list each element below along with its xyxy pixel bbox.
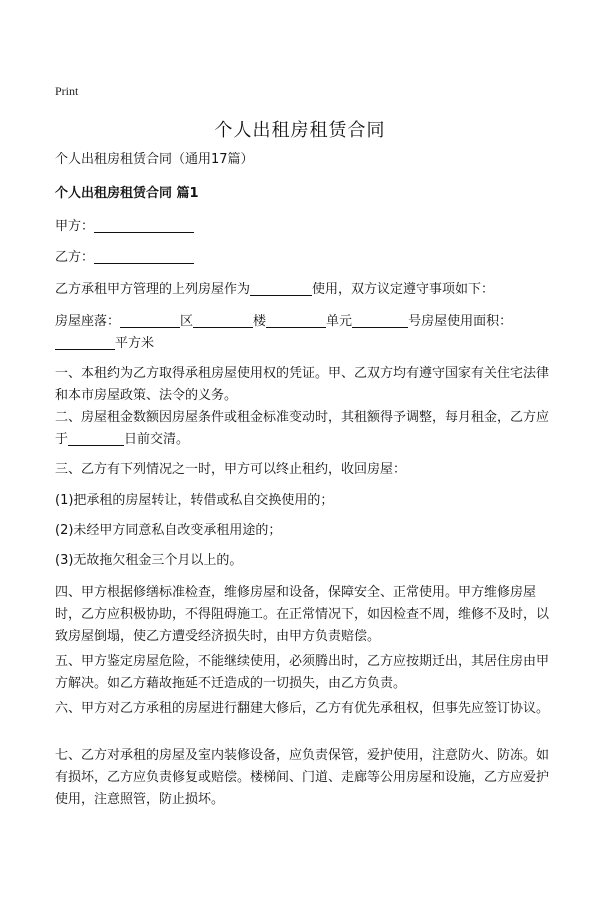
party-b-line: [55, 247, 550, 269]
clause-2: [55, 407, 550, 451]
party-b-label: 乙方：: [55, 250, 95, 265]
unit-blank: [352, 312, 408, 328]
area-blank: [55, 334, 115, 350]
party-a-label: 甲方：: [55, 219, 95, 234]
intro-text-b: 使用，双方议定遵守事项如下：: [312, 282, 495, 297]
location-label: 房屋座落：: [55, 314, 121, 329]
party-b-blank: [94, 248, 194, 264]
usage-blank: [250, 280, 312, 296]
clause-3-item-2: (2)未经甲方同意私自改变承租用途的；: [55, 523, 282, 538]
section-heading: 个人出租房租赁合同 篇1: [55, 186, 199, 201]
intro-line: [55, 279, 550, 301]
clause-2-text-a: 二、房屋租金数额因房屋条件或租金标准变动时，其租额得予调整，每月租金，乙方应于: [55, 410, 550, 447]
building-label: 楼: [253, 314, 267, 329]
room-area-label: 号房屋使用面积：: [408, 314, 513, 329]
clause-6: 六、甲方对乙方承租的房屋进行翻建大修后，乙方有优先承租权，但事先应签订协议。: [55, 701, 550, 716]
document-subtitle: 个人出租房租赁合同（通用17篇）: [55, 152, 254, 167]
intro-text-a: 乙方承租甲方管理的上列房屋作为: [55, 282, 251, 297]
clause-3: 三、乙方有下列情况之一时，甲方可以终止租约，收回房屋：: [55, 462, 407, 477]
location-paragraph: [55, 311, 550, 355]
payment-day-blank: [68, 430, 124, 446]
district-blank: [193, 312, 253, 328]
district-label: 区: [180, 314, 194, 329]
document-title: 个人出租房租赁合同: [214, 120, 386, 141]
clause-3-item-3: (3)无故拖欠租金三个月以上的。: [55, 553, 243, 568]
street-blank: [120, 312, 180, 328]
clause-2-text-b: 日前交清。: [124, 432, 190, 447]
clause-3-item-1: (1)把承租的房屋转让，转借或私自交换使用的；: [55, 493, 334, 508]
clause-1: 一、本租约为乙方取得承租房屋使用权的凭证。甲、乙双方均有遵守国家有关住宅法律和本市房屋政策、法令的义务。: [55, 366, 550, 403]
clause-5: 五、甲方鉴定房屋危险，不能继续使用，必须腾出时，乙方应按期迁出，其居住房由甲方解决。如乙方藉故拖延不迁造成的一切损失，由乙方负责。: [55, 654, 550, 691]
clause-4: 四、甲方根据修缮标准检查，维修房屋和设备，保障安全、正常使用。甲方维修房屋时，乙方应积极协助，不得阻碍施工。在正常情况下，如因检查不周，维修不及时，以致房屋倒塌，使乙方遭受经济损失时，由甲方负责赔偿。: [55, 585, 550, 644]
clause-7: 七、乙方对承租的房屋及室内装修设备，应负责保管，爱护使用，注意防火、防冻。如有损坏，乙方应负责修复或赔偿。楼梯间、门道、走廊等公用房屋和设施，乙方应爱护使用，注意照管，防止损坏。: [55, 748, 550, 807]
area-unit-label: 平方米: [115, 336, 155, 351]
unit-label: 单元: [326, 314, 353, 329]
party-a-line: [55, 216, 550, 238]
party-a-blank: [94, 217, 194, 233]
print-label[interactable]: Print: [55, 84, 79, 98]
building-blank: [266, 312, 326, 328]
